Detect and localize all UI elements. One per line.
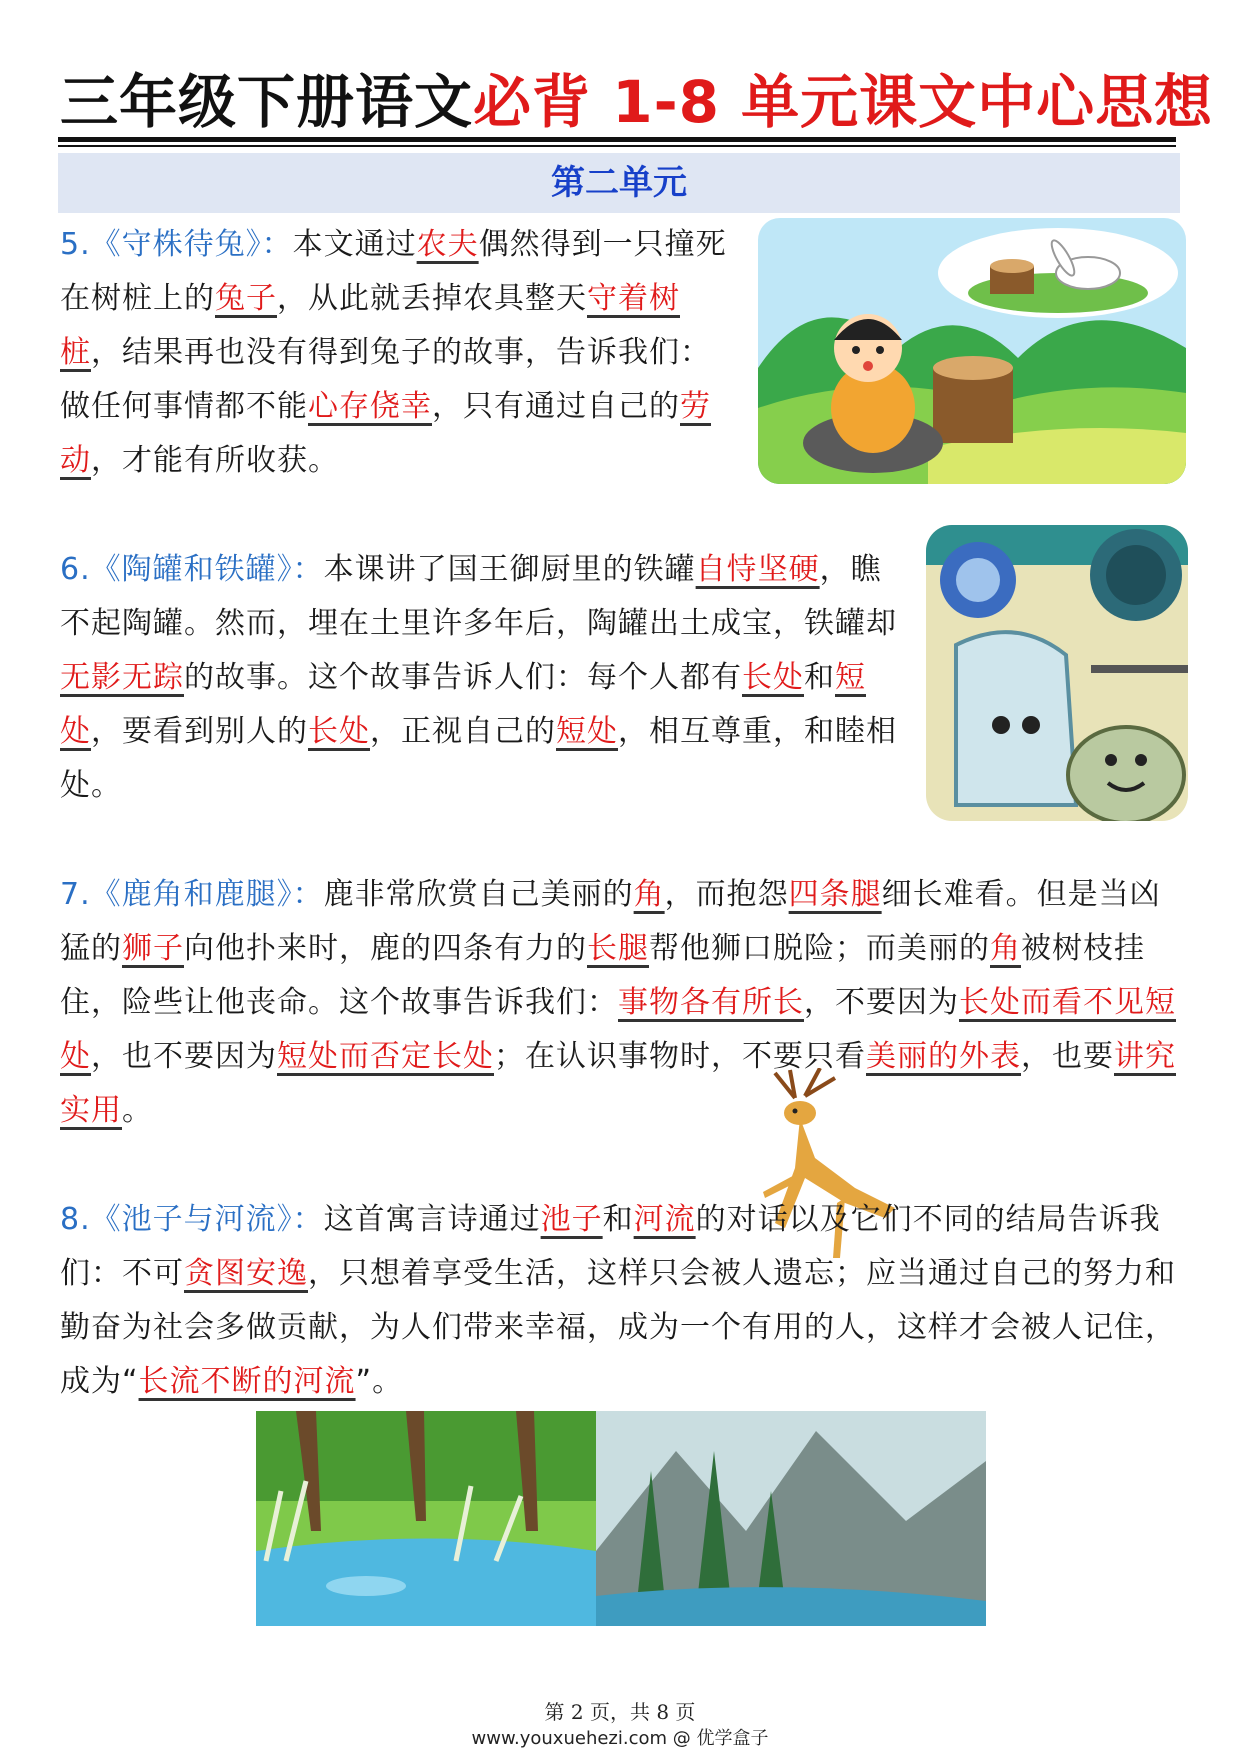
text: ，要看到别人的 bbox=[91, 714, 308, 749]
pots-illustration bbox=[926, 525, 1188, 821]
text: 帮他狮口脱险；而美丽的 bbox=[649, 931, 990, 966]
keyword: 短处 bbox=[556, 714, 618, 749]
text: ，而抱怨 bbox=[664, 877, 789, 912]
title-part-2: 必背 1-8 单元课文中心思想 bbox=[473, 68, 1214, 136]
keyword: 角 bbox=[990, 931, 1021, 966]
text: ，从此就丢掉农具整天 bbox=[277, 281, 587, 316]
keyword: 长腿 bbox=[587, 931, 649, 966]
keyword: 长处而看不见短处 bbox=[60, 985, 1176, 1074]
lesson-label: 7.《鹿角和鹿腿》： bbox=[60, 877, 324, 912]
keyword: 长流不断的河流 bbox=[138, 1364, 356, 1399]
title-part-1: 三年级下册语文 bbox=[60, 68, 474, 136]
lesson-5-summary bbox=[60, 218, 730, 488]
text: ，才能有所收获。 bbox=[91, 443, 339, 478]
page-title bbox=[60, 62, 1214, 142]
text: ，正视自己的 bbox=[370, 714, 556, 749]
keyword: 自恃坚硬 bbox=[695, 552, 820, 587]
title-rule-thick bbox=[58, 137, 1176, 142]
lesson-label: 6.《陶罐和铁罐》： bbox=[60, 552, 324, 587]
keyword: 兔子 bbox=[215, 281, 277, 316]
lesson-8-summary bbox=[60, 1193, 1185, 1409]
lesson-7-summary bbox=[60, 868, 1185, 1138]
lesson-label: 5.《守株待兔》： bbox=[60, 227, 293, 262]
text: 这首寓言诗通过 bbox=[323, 1202, 541, 1237]
lesson-6-summary bbox=[60, 543, 898, 813]
keyword: 事物各有所长 bbox=[618, 985, 804, 1020]
keyword: 长处 bbox=[308, 714, 370, 749]
text: 的故事。这个故事告诉人们：每个人都有 bbox=[184, 660, 742, 695]
title-rule-thin bbox=[58, 145, 1176, 147]
keyword: 美丽的外表 bbox=[866, 1039, 1021, 1074]
keyword: 讲究实用 bbox=[60, 1039, 1176, 1128]
text: ，相互尊重，和睦相处。 bbox=[60, 714, 897, 803]
keyword: 心存侥幸 bbox=[308, 389, 432, 424]
farmer-rabbit-illustration bbox=[758, 218, 1186, 484]
text: 本文通过 bbox=[292, 227, 417, 262]
text: 的对话以及它们不同的结局告诉我们：不可 bbox=[60, 1202, 1161, 1291]
text: 鹿非常欣赏自己美丽的 bbox=[323, 877, 634, 912]
keyword: 劳动 bbox=[60, 389, 711, 478]
keyword: 池子 bbox=[540, 1202, 603, 1237]
keyword: 无影无踪 bbox=[60, 660, 184, 695]
text: 。 bbox=[122, 1093, 153, 1128]
page-number: 第 2 页，共 8 页 bbox=[544, 1700, 696, 1724]
keyword: 角 bbox=[633, 877, 665, 912]
footer-site: www.youxuehezi.com @ 优学盒子 bbox=[471, 1728, 769, 1749]
text: 和 bbox=[602, 1202, 634, 1237]
text: ”。 bbox=[355, 1364, 404, 1399]
text: 和 bbox=[804, 660, 835, 695]
text: ；在认识事物时，不要只看 bbox=[494, 1039, 866, 1074]
keyword: 短处而否定长处 bbox=[277, 1039, 494, 1074]
text: ，瞧不起陶罐。然而，埋在土里许多年后，陶罐出土成宝，铁罐却 bbox=[60, 552, 897, 641]
text: 细长难看。但是当凶猛的 bbox=[60, 877, 1161, 966]
text: ，只有通过自己的 bbox=[432, 389, 680, 424]
lesson-label: 8.《池子与河流》： bbox=[60, 1202, 324, 1237]
text: 向他扑来时，鹿的四条有力的 bbox=[184, 931, 587, 966]
unit-banner: 第二单元 bbox=[58, 153, 1180, 213]
keyword: 四条腿 bbox=[788, 877, 882, 912]
keyword: 狮子 bbox=[122, 931, 184, 966]
keyword: 贪图安逸 bbox=[184, 1256, 308, 1291]
keyword: 农夫 bbox=[416, 227, 479, 262]
keyword: 河流 bbox=[633, 1202, 696, 1237]
text: ，不要因为 bbox=[804, 985, 959, 1020]
keyword: 长处 bbox=[742, 660, 804, 695]
text: ，结果再也没有得到兔子的故事，告诉我们：做任何事情都不能 bbox=[60, 335, 711, 424]
keyword: 守着树桩 bbox=[60, 281, 680, 370]
text: ，也要 bbox=[1021, 1039, 1114, 1074]
keyword: 短处 bbox=[60, 660, 866, 749]
pond-river-illustration bbox=[256, 1411, 986, 1626]
text: ，也不要因为 bbox=[91, 1039, 277, 1074]
text: 本课讲了国王御厨里的铁罐 bbox=[323, 552, 696, 587]
text: 被树枝挂住，险些让他丧命。这个故事告诉我们： bbox=[60, 931, 1145, 1020]
text: ，只想着享受生活，这样只会被人遗忘；应当通过自己的努力和勤奋为社会多做贡献，为人们带来幸福，成为一个有用的人，这样才会被人记住，成为“ bbox=[60, 1256, 1176, 1399]
text: 偶然得到一只撞死在树桩上的 bbox=[60, 227, 727, 316]
